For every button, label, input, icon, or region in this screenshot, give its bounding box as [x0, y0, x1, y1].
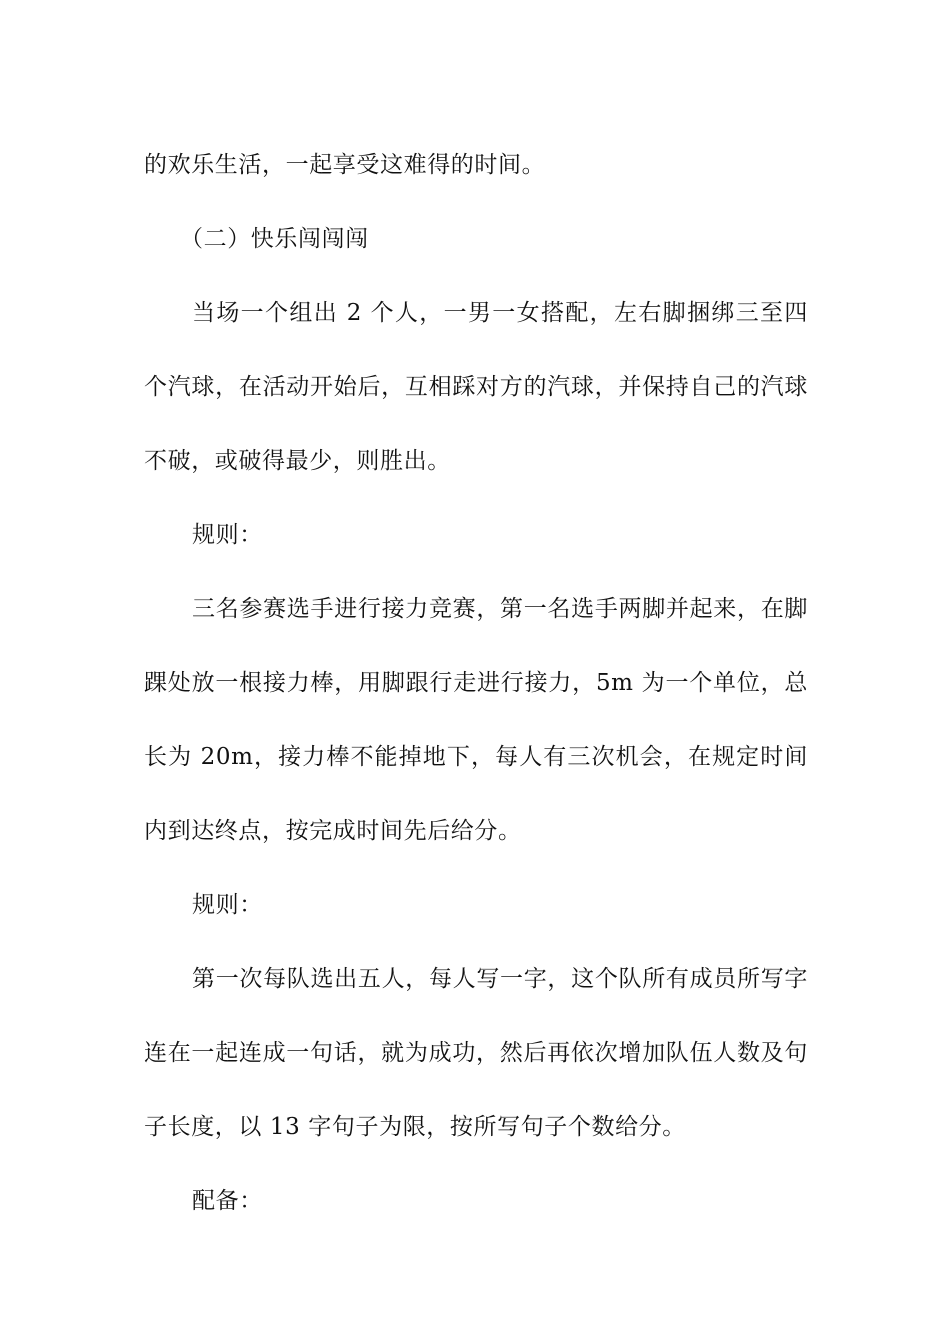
equipment-label: 配备：	[192, 1188, 263, 1214]
rules-label: 规则：	[192, 522, 263, 548]
document-body	[144, 128, 808, 1238]
section-heading: （二）快乐闯闯闯	[180, 226, 369, 252]
paragraph-sentence-game: 第一次每队选出五人，每人写一字，这个队所有成员所写字连在一起连成一句话，就为成功，然后再依次增加队伍人数及句子长度，以 13 字句子为限，按所写句子个数给分。	[144, 966, 808, 1140]
rules-label: 规则：	[192, 892, 263, 918]
paragraph-balloon-game: 当场一个组出 2 个人，一男一女搭配，左右脚捆绑三至四个汽球，在活动开始后，互相踩对方的汽球，并保持自己的汽球不破，或破得最少，则胜出。	[144, 300, 808, 474]
paragraph-relay-race: 三名参赛选手进行接力竞赛，第一名选手两脚并起来，在脚踝处放一根接力棒，用脚跟行走进行接力，5m 为一个单位，总长为 20m，接力棒不能掉地下，每人有三次机会，在规定时间内到达终点，按完成时间先后给分。	[144, 596, 808, 844]
paragraph-continuation: 的欢乐生活，一起享受这难得的时间。	[144, 152, 546, 178]
